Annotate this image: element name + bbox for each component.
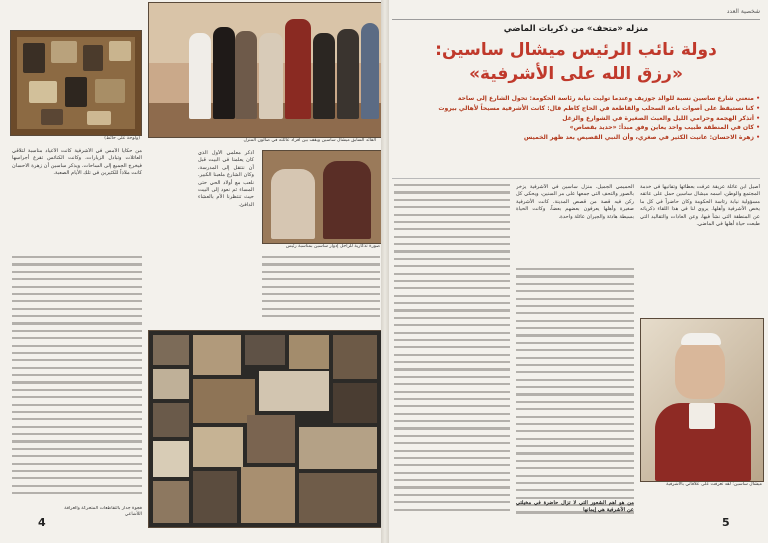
- spine: [381, 0, 389, 543]
- bullet-item: • زهرة الاحسان: عانيت الكثير في صغري، وأن النبي القصيص بعد ظهر الخميس: [523, 134, 760, 142]
- caption-portrait: ميشال ساسين: لقد تعرفت على علاقاتي بالأشرفية: [666, 482, 762, 487]
- left-col-a-text: أذكر معلمي الأول الذي كان يعلمنا في البيت قبل أن ننتقل إلى المدرسة، وكان الشارع ملعبنا الكبير. نلعب مع أولاد الحي حتى المساء ثم نعود إلى البيت حيث تنتظرنا الأم بالعشاء الدافئ.: [198, 150, 254, 208]
- right-col-left-lines: [394, 184, 510, 522]
- bullet-item: • كنا نستيقظ على أصوات باعة السحلب والقاطعة في الحاج كاظم قال: كانت الأشرفية مسيحاً لأهالي بيروت: [438, 104, 760, 112]
- subheadline: «رزق الله على الأشرفية»: [469, 64, 683, 84]
- bullet-text: أتذكر الهجمة وحرامي الليل والعبث الصغيرة في الشوارع والزغل: [562, 114, 754, 122]
- right-col-intro: أصيل ابن عائلة عريقة عرفت بعطائها وتفانيها في خدمة المجتمع والوطن، اسمه ميشال ساسين حمل على عاتقه مسؤولية نيابة رئاسة الحكومة وكان حاضراً في كل ما يخص الأشرفية وأهلها. يروي لنا في هذا اللقاء ذكرياته عن المنطقة التي نشأ فيها، وعن العادات والتقاليد التي طبعت حياة أهلها في الماضي.: [640, 184, 760, 228]
- headline: دولة نائب الرئيس ميشال ساسين:: [435, 40, 717, 60]
- two-men-photo: [262, 150, 382, 244]
- left-col-b-text: من حكايا الأمس في الأشرفية كانت الأعياد مناسبة لتلاقي العائلات وتبادل الزيارات، وكانت الكنائس تقرع أجراسها فيخرج الجميع إلى الساحات. ويذكر ساسين أن زهرة الاحسان كانت ملاذاً للكثيرين في تلك الأيام الصعبة.: [12, 148, 142, 177]
- right-col-mid: الحميمي الجميل. منزل ساسين في الأشرفية يزخر بالصور والتحف التي جمعها على مر السنين، ويحكي كل ركن فيه قصة من قصص المدينة. كانت الأشرفية صغيرة وأهلها يعرفون بعضهم بعضاً، وكانت الحياة بسيطة هادئة والجيران عائلة واحدة.: [516, 184, 634, 220]
- left-col-c: [262, 256, 380, 326]
- caption-family-group: القائد السابق ميشال ساسين ويقف بين أفراد عائلته في صالون المنزل: [243, 138, 376, 143]
- bullet-item: • أتذكر الهجمة وحرامي الليل والعبث الصغيرة في الشوارع والزغل: [562, 114, 760, 122]
- bullet-text: كنا نستيقظ على أصوات باعة السحلب والقاطعة في الحاج كاظم قال: كانت الأشرفية مسيحاً لأهالي بيروت: [438, 104, 754, 112]
- caption-two-men: صورة تذكارية للراحل إدوار ساسين بمناسبة رئيس: [285, 244, 380, 249]
- family-group-photo: [148, 2, 382, 138]
- bullet-item: • كان في المنطقة طبيب واحد يعاين وفق مبدأ: «حديد بقصاص»: [569, 124, 760, 132]
- wall-photos-frame: [10, 30, 142, 136]
- portrait-photo: [640, 318, 764, 482]
- bullet-list: [396, 94, 760, 174]
- bullet-text: منعني شارع ساسين نسبة للوالد جوزيف وعندما توليت نيابة رئاسة الحكومة: تحول الشارع إلى ساحة: [457, 95, 754, 102]
- caption-left-bottom: فجوة جدار بالتقاطعات المتحركة والعراقة اللأشاعي: [64, 506, 142, 517]
- right-col-mid-lines: [516, 268, 634, 522]
- section-rule: [392, 19, 760, 20]
- bullet-rule: [392, 178, 760, 179]
- section-label: شخصية العدد: [726, 8, 760, 15]
- quote-line: من هو أهم الشعور التي لا تزال حاضرة في مخيلتي عن الأشرفية هي إيمانها: [516, 500, 634, 514]
- photo-collage: [148, 330, 382, 528]
- left-col-b-lines: [12, 256, 142, 504]
- bullet-text: زهرة الاحسان: عانيت الكثير في صغري، وأن النبي القصيص بعد ظهر الخميس: [523, 134, 754, 142]
- bullet-item: • منعني شارع ساسين نسبة للوالد جوزيف وعندما توليت نيابة رئاسة الحكومة: تحول الشارع إلى ساحة: [457, 95, 760, 102]
- kicker: منزله «متحف» من ذكريات الماضي: [503, 24, 649, 34]
- bullet-text: كان في المنطقة طبيب واحد يعاين وفق مبدأ: «حديد بقصاص»: [569, 124, 754, 132]
- caption-wall-photos: (ولوحة على حائط): [104, 136, 140, 141]
- page-number-right: 5: [722, 516, 730, 529]
- page-number-left: 4: [38, 516, 46, 529]
